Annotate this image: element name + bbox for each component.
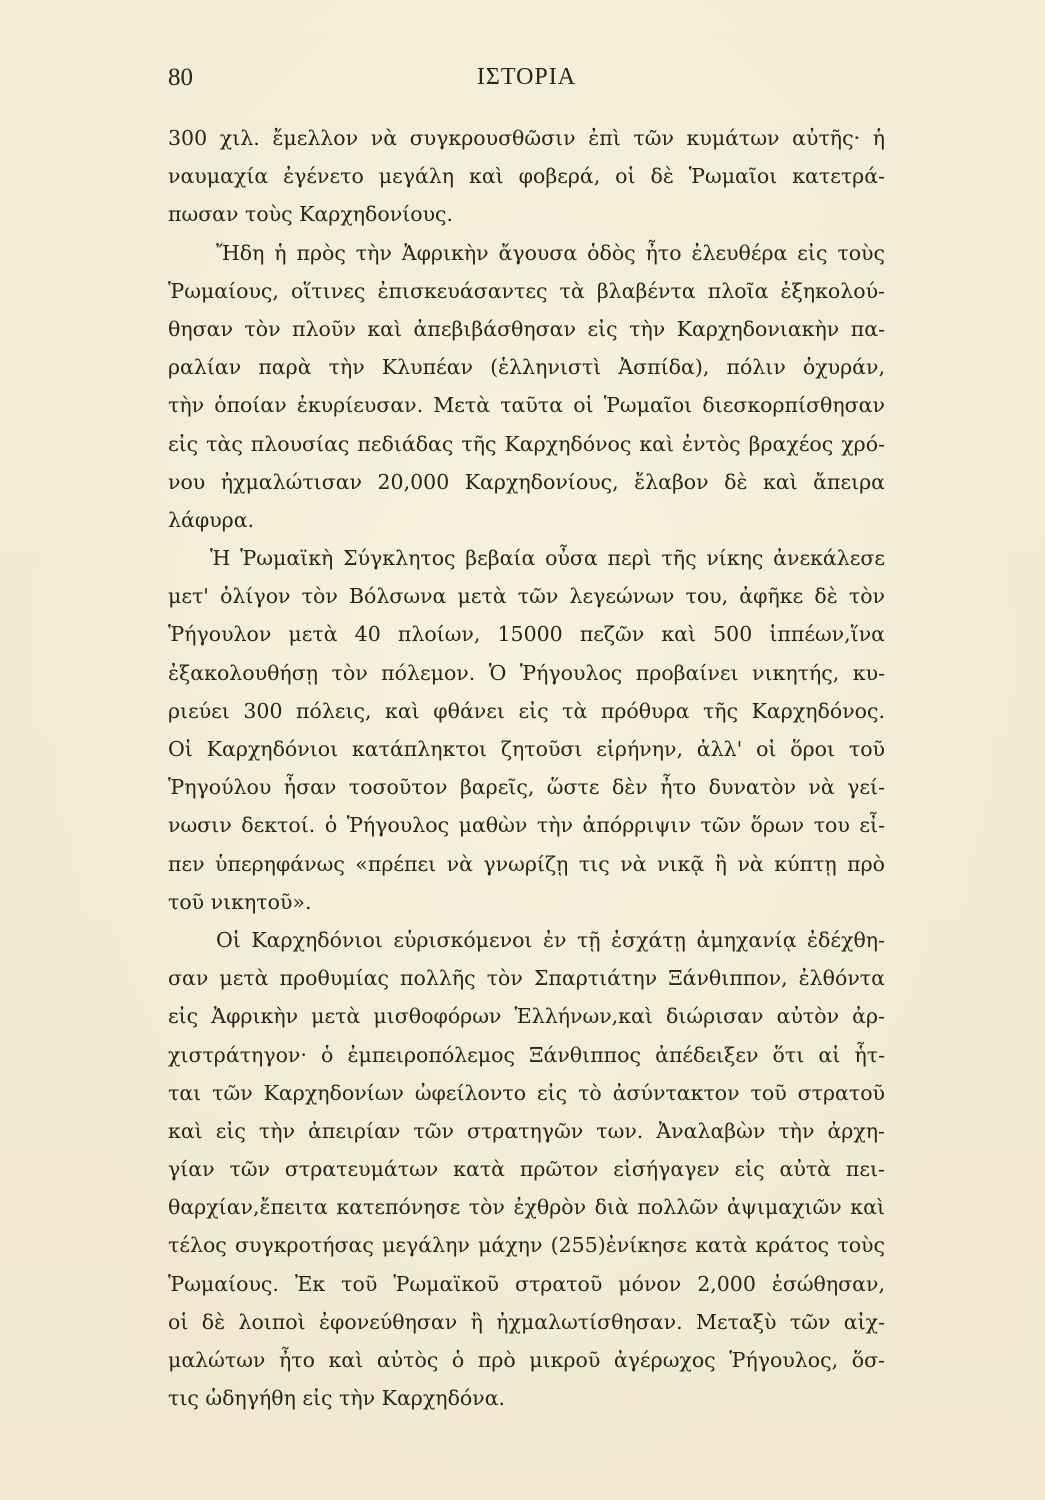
text-line: καὶ εἰς τὴν ἀπειρίαν τῶν στρατηγῶν των. Ἀναλαβὼν τὴν ἀρχη- [168, 1118, 885, 1143]
text-line: λάφυρα. [168, 507, 255, 532]
text-line: ἐξακολουθήσῃ τὸν πόλεμον. Ὁ Ῥήγουλος προβαίνει νικητής, κυ- [168, 660, 885, 685]
text-line: νου ἠχμαλώτισαν 20,000 Καρχηδονίους, ἔλαβον δὲ καὶ ἄπειρα [168, 469, 885, 494]
text-line: τοῦ νικητοῦ». [168, 889, 312, 914]
text-line: ραλίαν παρὰ τὴν Κλυπέαν (ἑλληνιστὶ Ἀσπίδα), πόλιν ὀχυράν, [168, 355, 885, 380]
text-line: Ῥηγούλου ἦσαν τοσοῦτον βαρεῖς, ὥστε δὲν ἦτο δυνατὸν νὰ γεί- [168, 775, 885, 800]
text-line: τέλος συγκροτήσας μεγάλην μάχην (255)ἐνίκησε κατὰ κράτος τοὺς [168, 1233, 885, 1258]
text-line: πωσαν τοὺς Καρχηδονίους. [168, 202, 454, 227]
text-line: ριεύει 300 πόλεις, καὶ φθάνει εἰς τὰ πρόθυρα τῆς Καρχηδόνος. [168, 698, 885, 723]
text-line: Ῥωμαίους. Ἐκ τοῦ Ῥωμαϊκοῦ στρατοῦ μόνον 2,000 ἐσώθησαν, [168, 1271, 885, 1296]
text-line: Οἱ Καρχηδόνιοι κατάπληκτοι ζητοῦσι εἰρήνην, ἀλλ' οἱ ὅροι τοῦ [168, 737, 885, 761]
text-line: θησαν τὸν πλοῦν καὶ ἀπεβιβάσθησαν εἰς τὴν Καρχηδονιακὴν πα- [168, 316, 885, 341]
text-line: εἰς τὰς πλουσίας πεδιάδας τῆς Καρχηδόνος καὶ ἐντὸς βραχέος χρό- [168, 431, 885, 456]
text-line: πεν ὑπερηφάνως «πρέπει νὰ γνωρίζῃ τις νὰ νικᾷ ἢ νὰ κύπτῃ πρὸ [168, 851, 885, 876]
text-line: μετ' ὀλίγον τὸν Βόλσωνα μετὰ τῶν λεγεώνων του, ἀφῆκε δὲ τὸν [168, 584, 885, 609]
text-line: Οἱ Καρχηδόνιοι εὑρισκόμενοι ἐν τῇ ἐσχάτῃ ἀμηχανίᾳ ἐδέχθη- [216, 927, 885, 952]
body-text [168, 119, 885, 1417]
text-line: σαν μετὰ προθυμίας πολλῆς τὸν Σπαρτιάτην Ξάνθιππον, ἐλθόντα [168, 966, 885, 991]
text-line: θαρχίαν,ἔπειτα κατεπόνησε τὸν ἐχθρὸν διὰ πολλῶν ἀψιμαχιῶν καὶ [168, 1195, 885, 1220]
text-line: γίαν τῶν στρατευμάτων κατὰ πρῶτον εἰσήγαγεν εἰς αὐτὰ πει- [168, 1157, 885, 1182]
text-line: Ῥωμαίους, οἵτινες ἐπισκευάσαντες τὰ βλαβέντα πλοῖα ἐξηκολού- [168, 278, 885, 303]
text-line: χιστράτηγον· ὁ ἐμπειροπόλεμος Ξάνθιππος ἀπέδειξεν ὅτι αἱ ἧτ- [168, 1042, 885, 1067]
text-line: τις ὡδηγήθη εἰς τὴν Καρχηδόνα. [168, 1386, 506, 1411]
text-line: τὴν ὁποίαν ἐκυρίευσαν. Μετὰ ταῦτα οἱ Ῥωμαῖοι διεσκορπίσθησαν [168, 393, 885, 418]
text-line: ναυμαχία ἐγένετο μεγάλη καὶ φοβερά, οἱ δὲ Ῥωμαῖοι κατετρά- [168, 164, 885, 189]
text-line: Ἡ Ῥωμαϊκὴ Σύγκλητος βεβαία οὖσα περὶ τῆς νίκης ἀνεκάλεσε [210, 546, 885, 571]
page-header [168, 64, 885, 100]
text-line: ται τῶν Καρχηδονίων ὠφείλοντο εἰς τὸ ἀσύντακτον τοῦ στρατοῦ [168, 1080, 885, 1105]
page-number: 80 [168, 64, 193, 91]
text-line: Ῥήγουλον μετὰ 40 πλοίων, 15000 πεζῶν καὶ 500 ἱππέων,ἵνα [168, 622, 885, 647]
text-line: οἱ δὲ λοιποὶ ἐφονεύθησαν ἢ ἠχμαλωτίσθησαν. Μεταξὺ τῶν αἰχ- [168, 1309, 885, 1334]
running-title: ΙΣΤΟΡΙΑ [476, 64, 577, 90]
text-line: νωσιν δεκτοί. ὁ Ῥήγουλος μαθὼν τὴν ἀπόρριψιν τῶν ὅρων του εἶ- [168, 813, 885, 838]
text-line: Ἤδη ἡ πρὸς τὴν Ἀφρικὴν ἄγουσα ὁδὸς ἦτο ἐλευθέρα εἰς τοὺς [216, 240, 885, 265]
text-line: μαλώτων ἦτο καὶ αὐτὸς ὁ πρὸ μικροῦ ἀγέρωχος Ῥήγουλος, ὅσ- [168, 1348, 885, 1372]
text-line: 300 χιλ. ἔμελλον νὰ συγκρουσθῶσιν ἐπὶ τῶν κυμάτων αὐτῆς· ἡ [168, 126, 885, 150]
text-line: εἰς Ἀφρικὴν μετὰ μισθοφόρων Ἑλλήνων,καὶ διώρισαν αὐτὸν ἀρ- [168, 1004, 885, 1029]
